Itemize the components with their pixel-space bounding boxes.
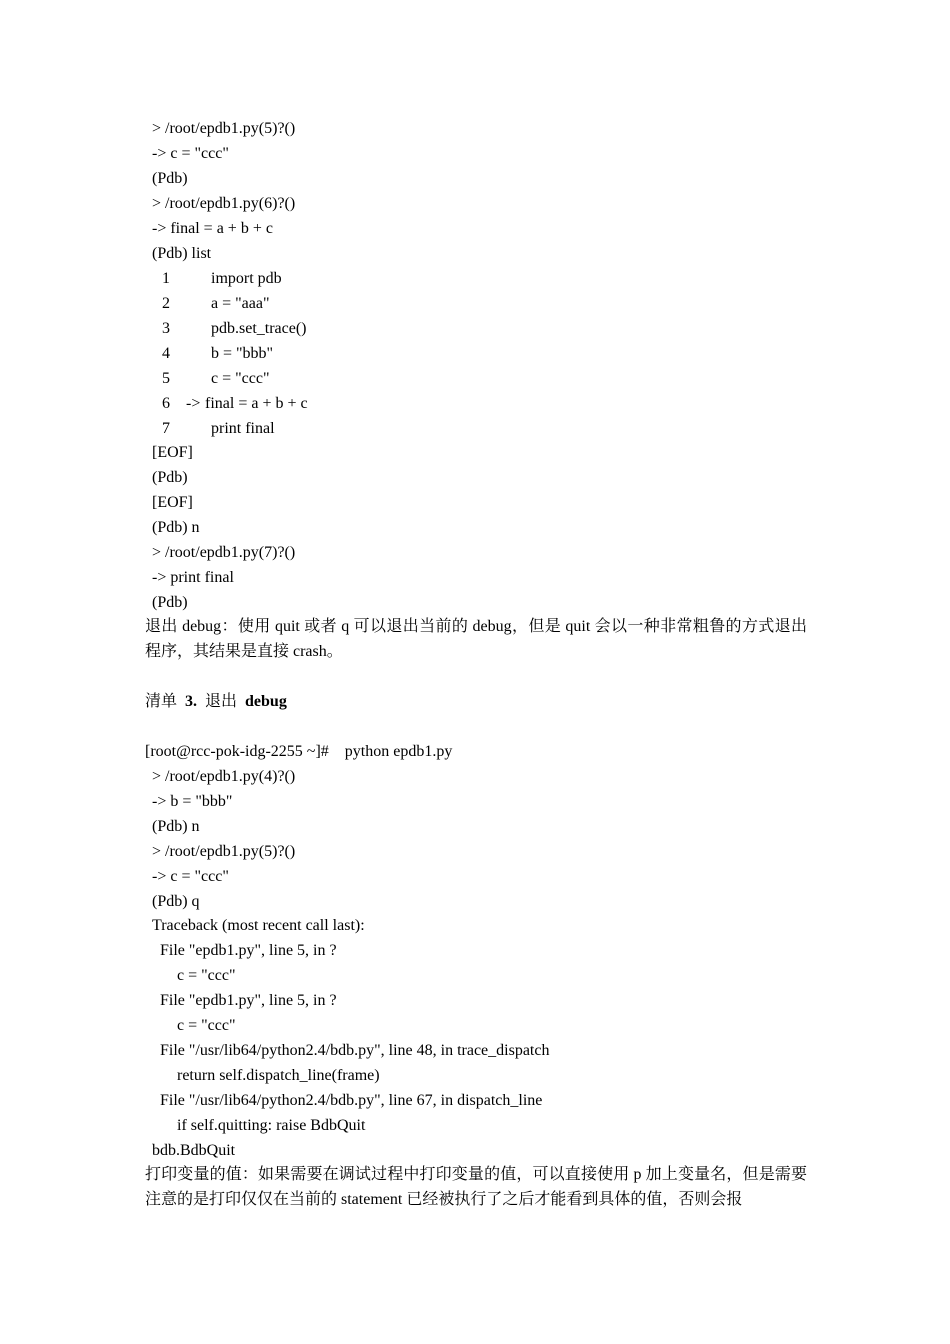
traceback-line: > /root/epdb1.py(4)?() [152,768,296,785]
pdb-output-line: (Pdb) [152,594,188,611]
listing-title [145,692,287,712]
traceback-line: bdb.BdbQuit [152,1141,236,1159]
traceback-line: -> b = "bbb" [152,792,233,810]
line-number: 4 [162,345,170,362]
source-code-line: import pdb [211,270,282,287]
pdb-output-line: (Pdb) list [152,245,212,262]
listing-name: debug [245,693,287,710]
current-line-marker: -> [186,395,201,412]
listing-middle: 退出 [205,693,238,710]
pdb-output-line: > /root/epdb1.py(5)?() [152,120,296,137]
source-code-line: a = "aaa" [211,295,270,312]
listing-prefix: 清单 [145,693,178,710]
listing-number: 3. [185,693,198,710]
traceback-line: Traceback (most recent call last): [152,917,365,935]
source-code-line: final = a + b + c [205,395,308,412]
pdb-output-line: -> final = a + b + c [152,220,273,237]
pdb-output-line: (Pdb) [152,170,188,187]
traceback-line: (Pdb) q [152,892,200,910]
line-number: 3 [162,320,170,337]
traceback-line: return self.dispatch_line(frame) [177,1066,380,1084]
pdb-output-line: (Pdb) [152,469,188,486]
line-number: 7 [162,420,170,437]
traceback-line: > /root/epdb1.py(5)?() [152,842,296,860]
line-number: 5 [162,370,170,387]
source-code-line: print final [211,420,275,437]
pdb-output-line: > /root/epdb1.py(7)?() [152,544,296,561]
source-code-line: b = "bbb" [211,345,274,362]
traceback-line: c = "ccc" [177,1017,236,1034]
source-code-line: c = "ccc" [211,370,270,387]
pdb-output-line: > /root/epdb1.py(6)?() [152,195,296,212]
shell-command-line: [root@rcc-pok-idg-2255 ~]# python epdb1.py [145,743,453,760]
source-code-line: pdb.set_trace() [211,320,307,337]
pdb-output-line: (Pdb) n [152,519,200,536]
pdb-output-line: -> print final [152,569,234,586]
traceback-line: c = "ccc" [177,967,236,985]
print-paragraph: 打印变量的值：如果需要在调试过程中打印变量的值，可以直接使用 p 加上变量名，但是需要注意的是打印仅仅在当前的 statement 已经被执行了之后才能看到具体的值，否则会报 [145,1166,807,1208]
traceback-line: -> c = "ccc" [152,867,229,885]
line-number: 6 [162,395,170,412]
traceback-line: if self.quitting: raise BdbQuit [177,1116,366,1134]
pdb-output-line: -> c = "ccc" [152,145,229,162]
traceback-line: File "epdb1.py", line 5, in ? [160,942,337,960]
traceback-line: File "/usr/lib64/python2.4/bdb.py", line 48, in trace_dispatch [160,1041,550,1059]
traceback-line: File "/usr/lib64/python2.4/bdb.py", line 67, in dispatch_line [160,1091,543,1109]
traceback-line: File "epdb1.py", line 5, in ? [160,992,337,1010]
traceback-line: (Pdb) n [152,817,200,835]
pdb-output-line: [EOF] [152,444,193,461]
line-number: 1 [162,270,170,287]
pdb-output-line: [EOF] [152,494,193,511]
quit-paragraph: 退出 debug：使用 quit 或者 q 可以退出当前的 debug，但是 quit 会以一种非常粗鲁的方式退出程序，其结果是直接 crash。 [145,618,807,660]
line-number: 2 [162,295,170,312]
